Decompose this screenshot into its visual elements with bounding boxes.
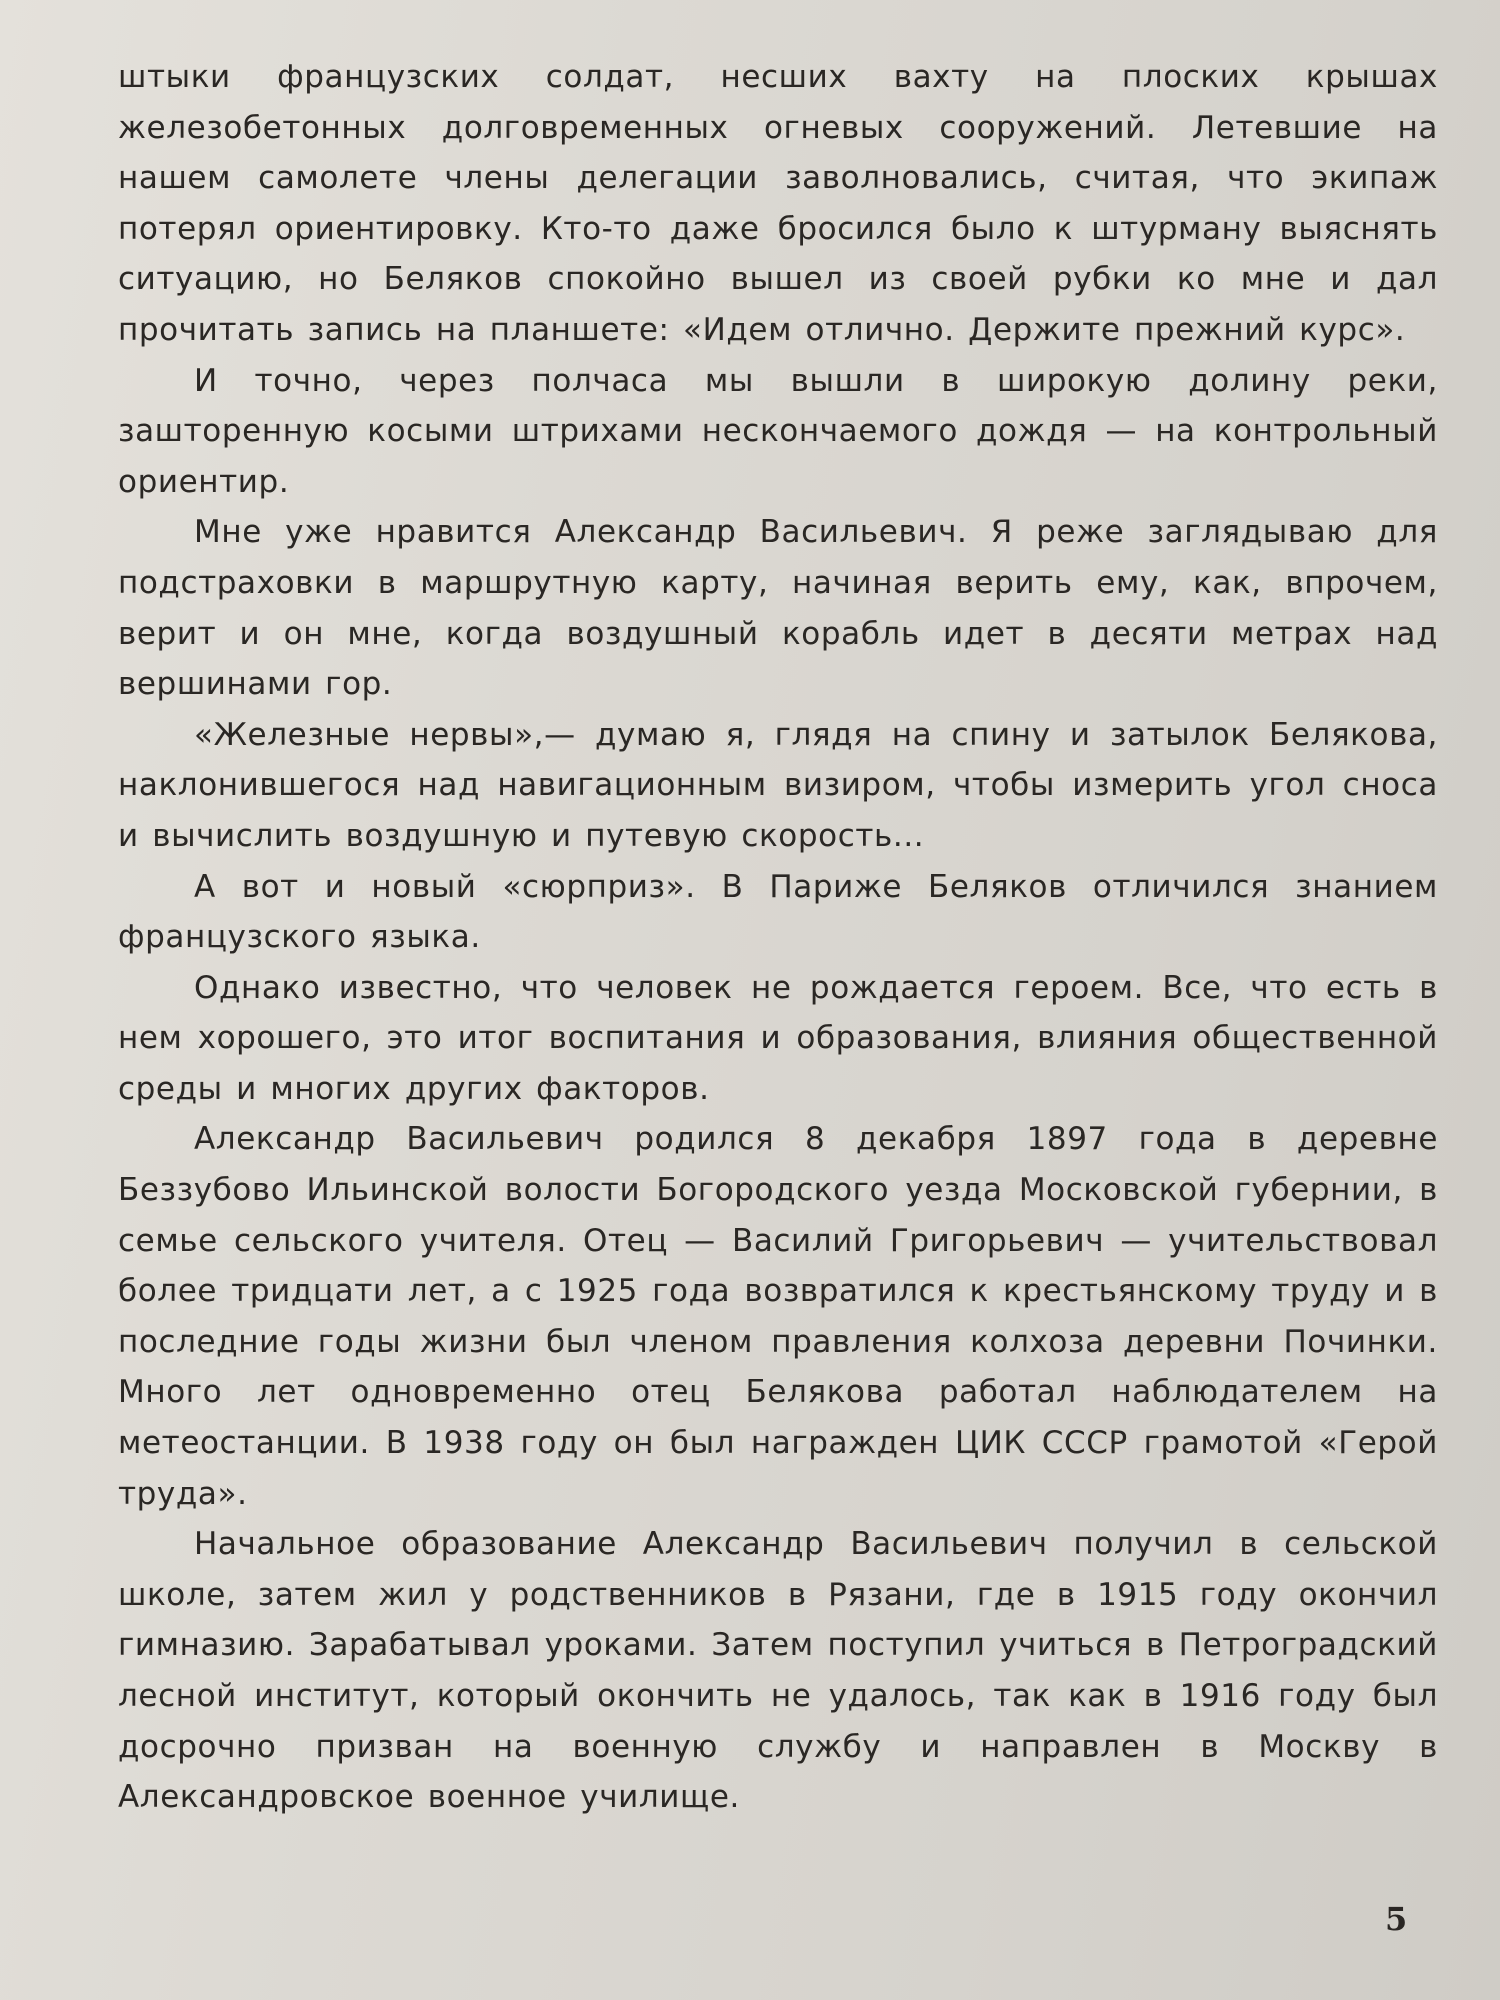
paragraph-5: А вот и новый «сюрприз». В Париже Беляков отличился знанием французского языка. xyxy=(118,868,1438,956)
paragraph-8: Начальное образование Александр Васильевич получил в сельской школе, затем жил у родственников в Рязани, где в 1915 году окончил гимназию. Зарабатывал уроками. Затем поступил учиться в Петроградский лесной институт, который окончить не удалось, так как в 1916 году был досрочно призван на военную службу и направлен в Москву в Александровское военное училище. xyxy=(118,1526,1438,1816)
paragraph-4: «Железные нервы»,— думаю я, глядя на спину и затылок Белякова, наклонившегося над навигационным визиром, чтобы измерить угол сноса и вычислить воздушную и путевую скорость... xyxy=(118,716,1438,854)
page-number: 5 xyxy=(1385,1900,1408,1938)
paragraph-6: Однако известно, что человек не рождается героем. Все, что есть в нем хорошего, это итог воспитания и образования, влияния общественной среды и многих других факторов. xyxy=(118,969,1438,1107)
paragraph-2: И точно, через полчаса мы вышли в широкую долину реки, зашторенную косыми штрихами нескончаемого дождя — на контрольный ориентир. xyxy=(118,362,1438,500)
paragraph-1: штыки французских солдат, несших вахту на плоских крышах железобетонных долговременных огневых сооружений. Летевшие на нашем самолете члены делегации заволновались, считая, что экипаж потерял ориентировку. Кто-то даже бросился было к штурману выяснять ситуацию, но Беляков спокойно вышел из своей рубки ко мне и дал прочитать запись на планшете: «Идем отлично. Держите прежний курс». xyxy=(118,59,1438,348)
paragraph-3: Мне уже нравится Александр Васильевич. Я реже заглядываю для подстраховки в маршрутную карту, начиная верить ему, как, впрочем, верит и он мне, когда воздушный корабль идет в десяти метрах над вершинами гор. xyxy=(118,514,1438,703)
paragraph-7: Александр Васильевич родился 8 декабря 1897 года в деревне Беззубово Ильинской волости Богородского уезда Московской губернии, в семье сельского учителя. Отец — Василий Григорьевич — учительствовал более тридцати лет, а с 1925 года возвратился к крестьянскому труду и в последние годы жизни был членом правления колхоза деревни Починки. Много лет одновременно отец Белякова работал наблюдателем на метеостанции. В 1938 году он был награжден ЦИК СССР грамотой «Герой труда». xyxy=(118,1121,1438,1512)
body-text xyxy=(118,52,1438,1823)
